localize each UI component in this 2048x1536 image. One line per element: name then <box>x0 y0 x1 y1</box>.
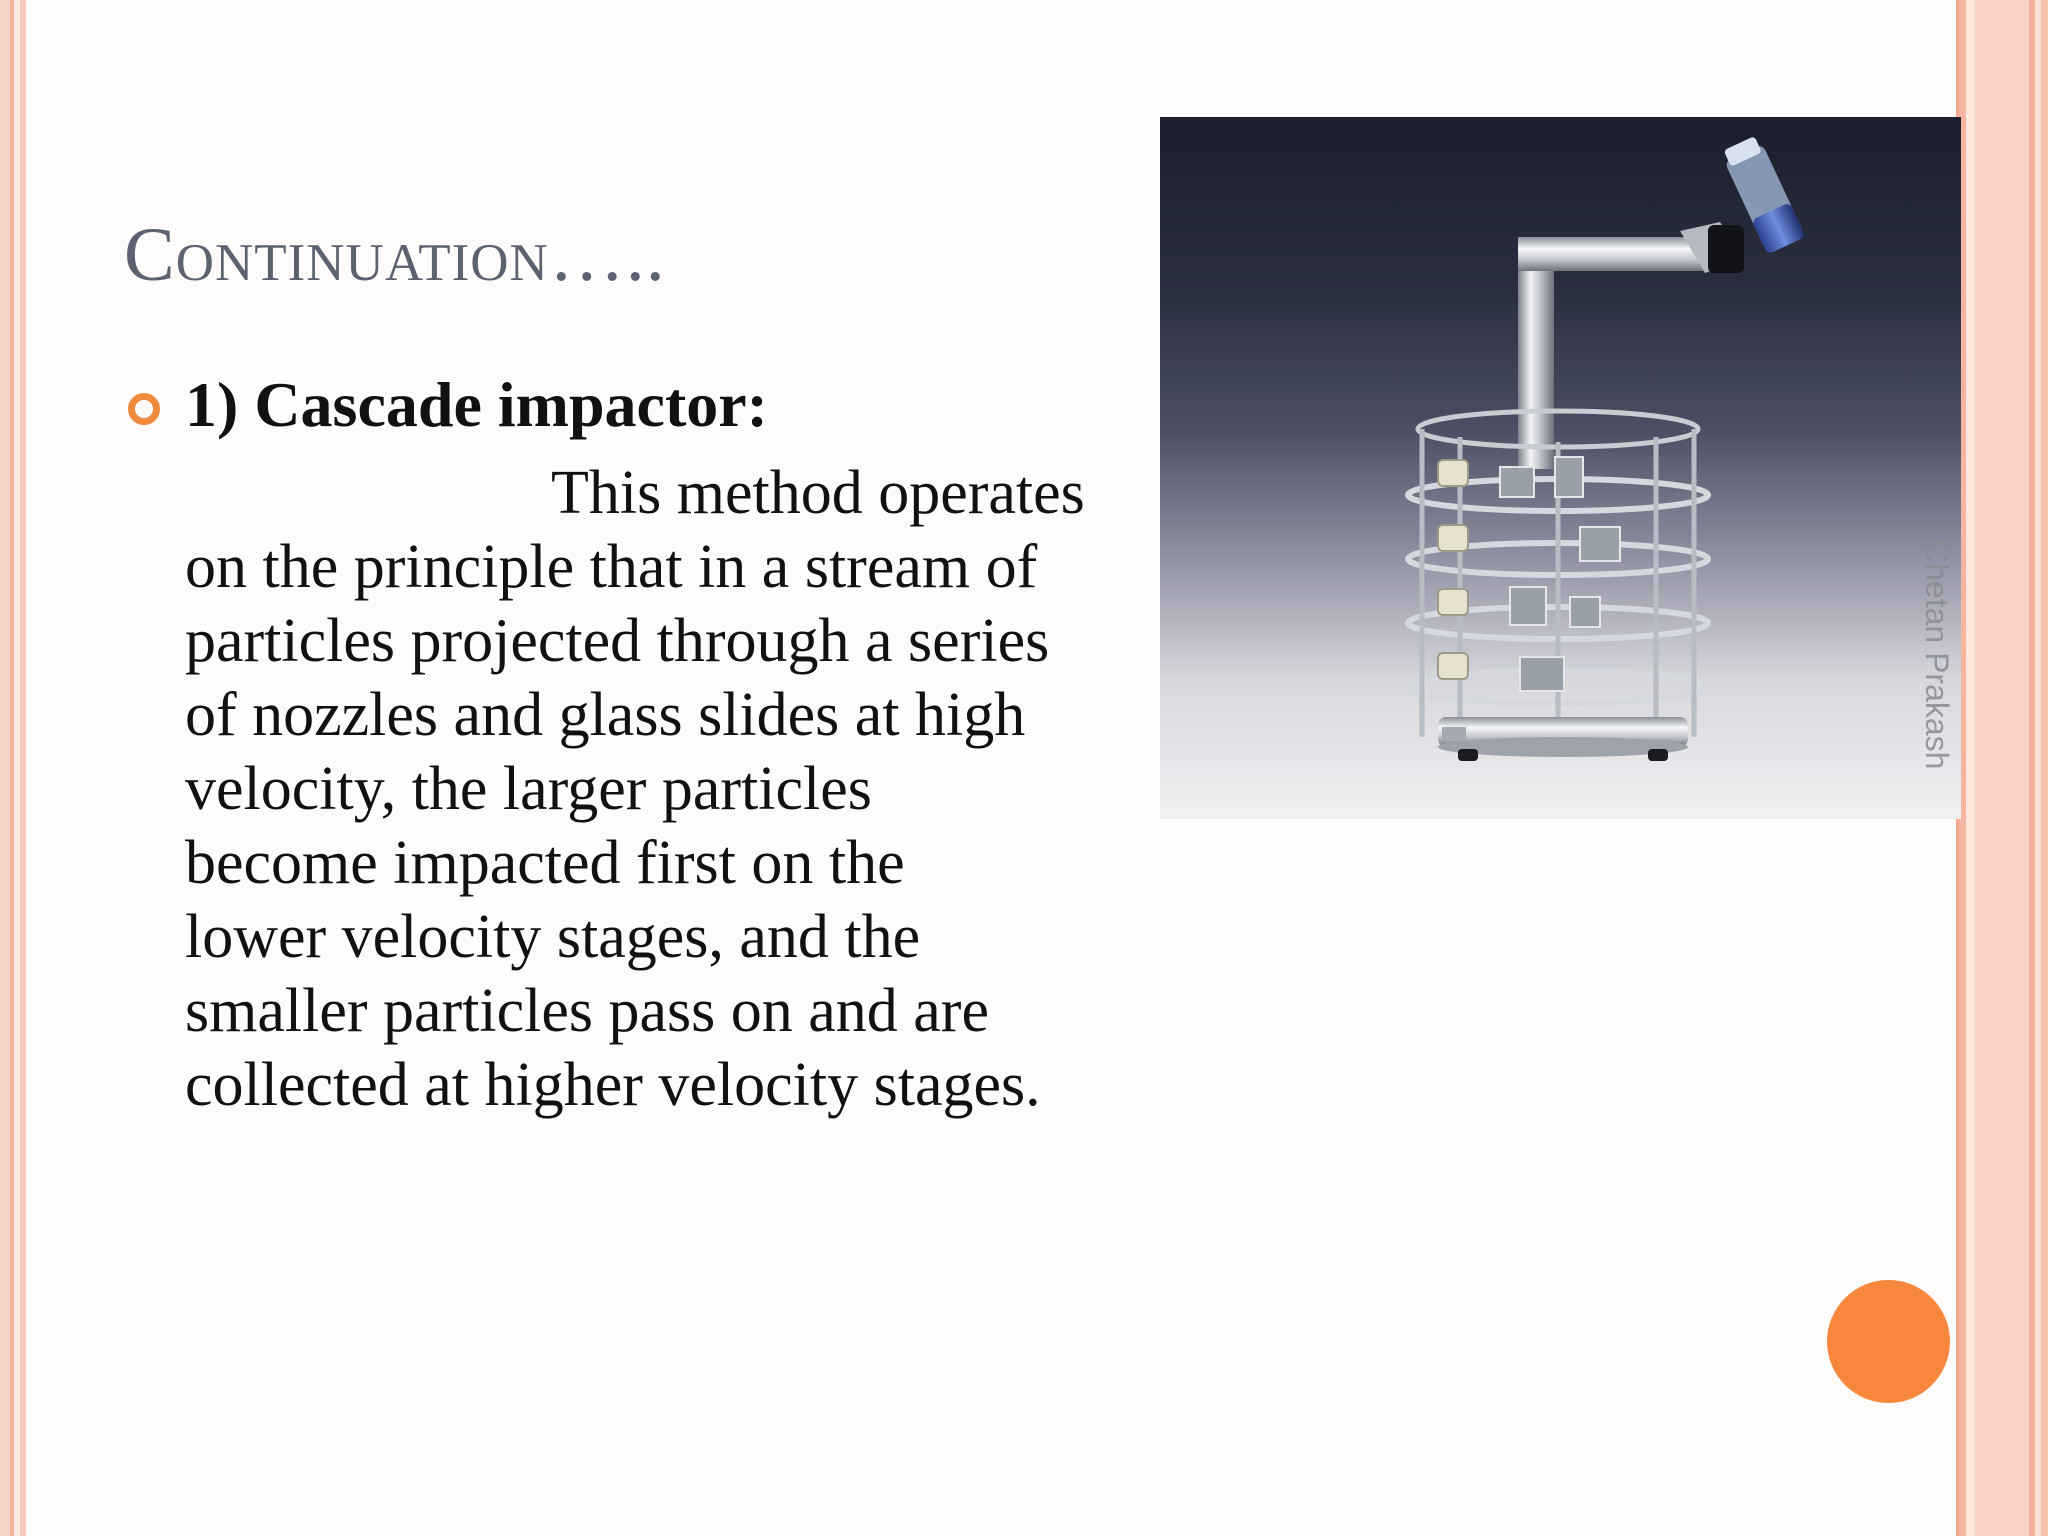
bullet-ring-icon <box>128 393 160 425</box>
cascade-impactor-illustration <box>1160 117 1961 819</box>
bullet-heading: 1) Cascade impactor: <box>185 369 768 440</box>
cascade-impactor-photo <box>1160 117 1961 819</box>
body-line: collected at higher velocity stages. <box>185 1051 1041 1119</box>
body-line: on the principle that in a stream of <box>185 533 1038 601</box>
body-paragraph <box>185 456 1145 1122</box>
watermark: Chetan Prakash <box>1919 540 1955 770</box>
body-line: This method operates <box>551 459 1085 527</box>
right-decorative-border <box>1959 0 2048 1536</box>
body-line: particles projected through a series <box>185 607 1050 675</box>
body-line: smaller particles pass on and are <box>185 977 989 1045</box>
body-line: lower velocity stages, and the <box>185 903 921 971</box>
accent-circle <box>1827 1280 1950 1403</box>
body-line: velocity, the larger particles <box>185 755 872 823</box>
body-line: become impacted first on the <box>185 829 905 897</box>
slide-title: Continuation….. <box>124 213 666 297</box>
left-decorative-border <box>0 0 26 1536</box>
body-line: of nozzles and glass slides at high <box>185 681 1026 749</box>
